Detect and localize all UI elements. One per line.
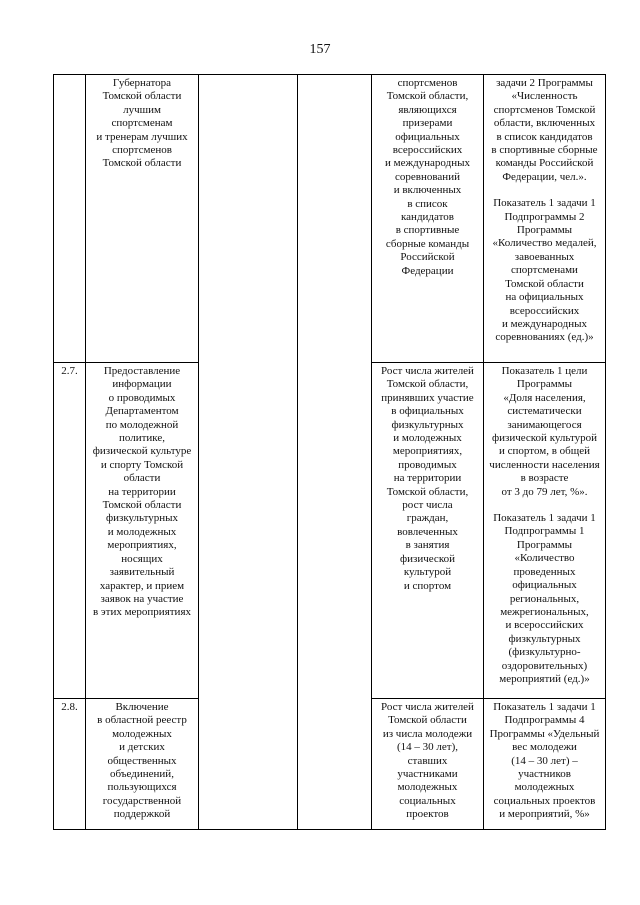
event-cell: Предоставление информации о проводимых Департаментом по молодежной политике, физической культуре и спорту Томской области на территории Томской области физкультурных и молодежных мероприятиях, носящих заявительный характер, и прием заявок на участие в этих мероприятиях — [86, 363, 199, 699]
indicator-text: Показатель 1 задачи 1 Подпрограммы 4 Программы «Удельный вес молодежи (14 – 30 лет) – участников молодежных социальных проектов и мероприятий, %» — [489, 701, 600, 821]
indicator-text: задачи 2 Программы «Численность спортсменов Томской области, включенных в список кандидатов в спортивные сборные команды Российской Федерации, чел.». — [491, 77, 598, 183]
event-cell: Губернатора Томской области лучшим спортсменам и тренерам лучших спортсменов Томской области — [86, 75, 199, 363]
merged-empty-cell — [199, 75, 298, 830]
result-cell: Рост числа жителей Томской области, принявших участие в официальных физкультурных и молодежных мероприятиях, проводимых на территории Томской области, рост числа граждан, вовлеченных в занятия физической культурой и спортом — [372, 363, 484, 699]
indicator-text: Показатель 1 задачи 1 Подпрограммы 1 Программы «Количество проведенных официальных региональных, межрегиональных, и всероссийских физкультурных (физкультурно- оздоровительных) мероприятий (ед.)» — [493, 512, 596, 685]
result-cell: спортсменов Томской области, являющихся призерами официальных всероссийских и международных соревнований и включенных в список кандидатов в спортивные сборные команды Российской Федерации — [372, 75, 484, 363]
indicator-cell — [484, 75, 606, 363]
indicator-cell — [484, 363, 606, 699]
page-number: 157 — [309, 42, 331, 57]
indicator-cell — [484, 699, 606, 830]
result-cell: Рост числа жителей Томской области из числа молодежи (14 – 30 лет), ставших участниками молодежных социальных проектов — [372, 699, 484, 830]
indicator-text: Показатель 1 цели Программы «Доля населения, систематически занимающегося физической культурой и спортом, в общей численности населения в возрасте от 3 до 79 лет, %». — [489, 365, 600, 498]
indicator-text: Показатель 1 задачи 1 Подпрограммы 2 Программы «Количество медалей, завоеванных спортсменами Томской области на официальных всероссийских и международных соревнованиях (ед.)» — [492, 197, 597, 344]
merged-empty-cell — [298, 75, 372, 830]
row-number: 2.7. — [54, 363, 86, 699]
row-number: 2.8. — [54, 699, 86, 830]
row-number — [54, 75, 86, 363]
program-measures-table — [53, 74, 606, 830]
event-cell: Включение в областной реестр молодежных и детских общественных объединений, пользующихся государственной поддержкой — [86, 699, 199, 830]
table-row — [54, 75, 606, 363]
